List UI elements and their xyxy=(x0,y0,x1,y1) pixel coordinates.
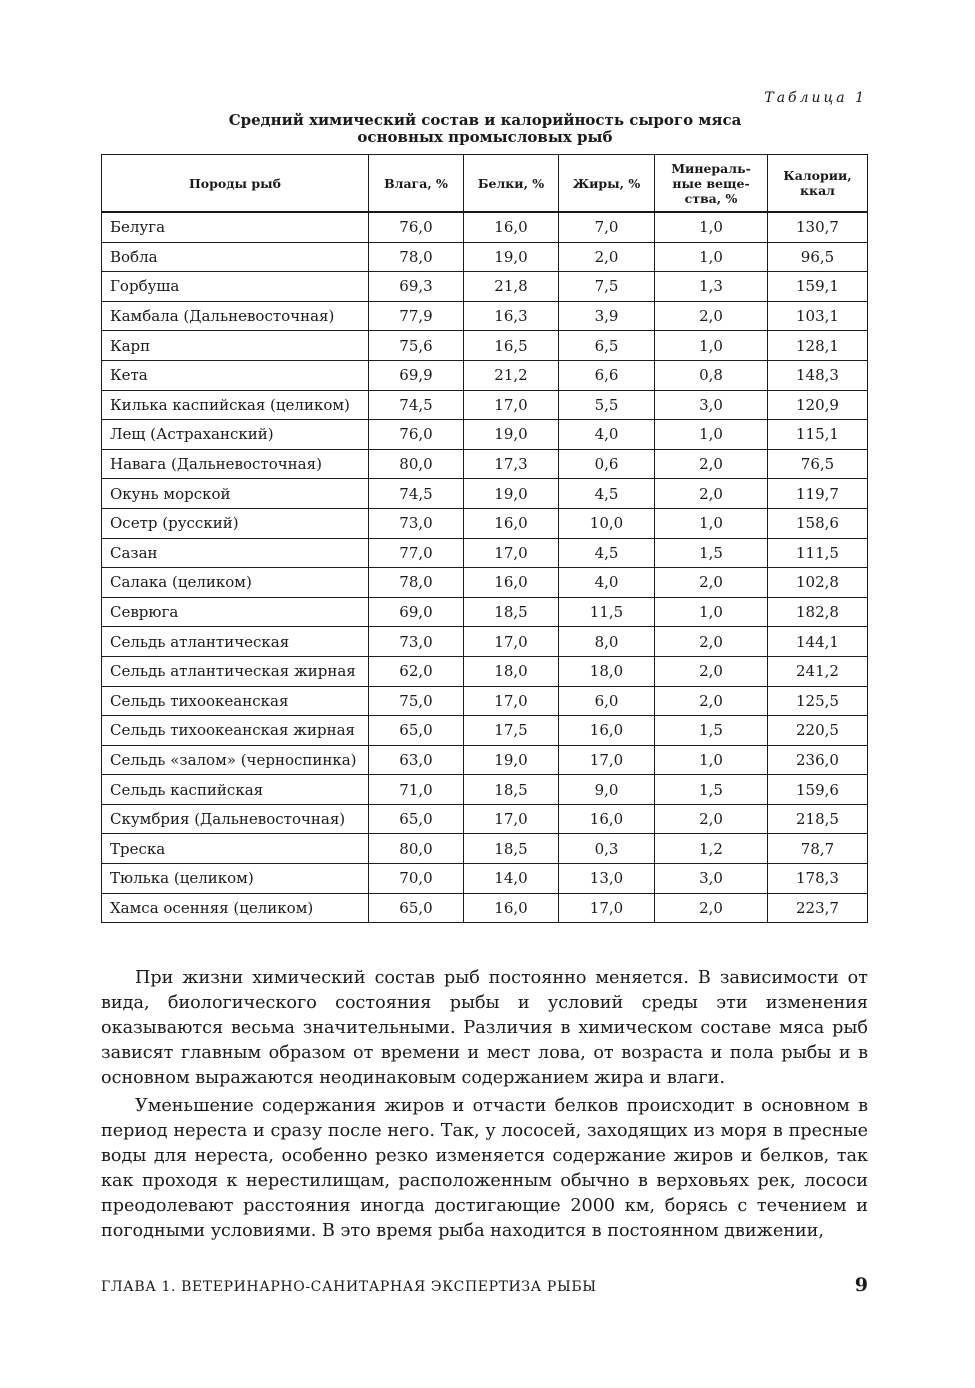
table-row xyxy=(102,568,868,598)
cell-fat: 7,0 xyxy=(559,212,655,242)
cell-fat: 6,5 xyxy=(559,331,655,361)
cell-moisture: 71,0 xyxy=(369,775,464,805)
cell-protein: 14,0 xyxy=(464,864,559,894)
cell-fish-name: Треска xyxy=(102,834,369,864)
cell-protein: 19,0 xyxy=(464,479,559,509)
cell-fat: 4,5 xyxy=(559,479,655,509)
cell-moisture: 74,5 xyxy=(369,479,464,509)
cell-fish-name: Карп xyxy=(102,331,369,361)
cell-fat: 7,5 xyxy=(559,272,655,302)
table-row xyxy=(102,301,868,331)
cell-minerals: 1,0 xyxy=(655,212,768,242)
cell-moisture: 75,0 xyxy=(369,686,464,716)
cell-fish-name: Навага (Дальневосточная) xyxy=(102,449,369,479)
cell-fish-name: Скумбрия (Дальневосточная) xyxy=(102,804,369,834)
cell-calories: 120,9 xyxy=(768,390,868,420)
cell-minerals: 1,3 xyxy=(655,272,768,302)
table-row xyxy=(102,893,868,923)
cell-moisture: 78,0 xyxy=(369,568,464,598)
cell-moisture: 69,0 xyxy=(369,597,464,627)
cell-minerals: 2,0 xyxy=(655,301,768,331)
cell-moisture: 73,0 xyxy=(369,508,464,538)
cell-moisture: 65,0 xyxy=(369,893,464,923)
cell-moisture: 76,0 xyxy=(369,420,464,450)
cell-calories: 178,3 xyxy=(768,864,868,894)
cell-minerals: 1,0 xyxy=(655,745,768,775)
table-row xyxy=(102,331,868,361)
cell-minerals: 3,0 xyxy=(655,390,768,420)
cell-calories: 158,6 xyxy=(768,508,868,538)
cell-protein: 19,0 xyxy=(464,745,559,775)
table-row xyxy=(102,775,868,805)
table-row xyxy=(102,834,868,864)
table-row xyxy=(102,272,868,302)
cell-protein: 16,0 xyxy=(464,568,559,598)
cell-protein: 16,0 xyxy=(464,893,559,923)
running-footer-chapter: ГЛАВА 1. ВЕТЕРИНАРНО-САНИТАРНАЯ ЭКСПЕРТИЗА РЫБЫ xyxy=(101,1279,597,1295)
cell-fat: 8,0 xyxy=(559,627,655,657)
page-number: 9 xyxy=(854,1274,868,1296)
cell-fat: 13,0 xyxy=(559,864,655,894)
cell-calories: 78,7 xyxy=(768,834,868,864)
cell-fat: 5,5 xyxy=(559,390,655,420)
cell-protein: 19,0 xyxy=(464,420,559,450)
cell-calories: 148,3 xyxy=(768,360,868,390)
cell-protein: 17,0 xyxy=(464,627,559,657)
cell-calories: 159,6 xyxy=(768,775,868,805)
cell-calories: 220,5 xyxy=(768,716,868,746)
cell-protein: 17,0 xyxy=(464,538,559,568)
cell-calories: 111,5 xyxy=(768,538,868,568)
cell-minerals: 1,0 xyxy=(655,508,768,538)
cell-fat: 17,0 xyxy=(559,893,655,923)
cell-moisture: 78,0 xyxy=(369,242,464,272)
fish-composition-table xyxy=(101,154,868,923)
cell-fish-name: Кета xyxy=(102,360,369,390)
cell-calories: 223,7 xyxy=(768,893,868,923)
header-fish-species: Породы рыб xyxy=(102,155,369,213)
body-text xyxy=(101,966,868,1247)
cell-moisture: 75,6 xyxy=(369,331,464,361)
header-line: ные веще- xyxy=(672,175,750,191)
cell-calories: 119,7 xyxy=(768,479,868,509)
cell-fish-name: Белуга xyxy=(102,212,369,242)
cell-protein: 18,5 xyxy=(464,775,559,805)
cell-fish-name: Сельдь тихоокеанская xyxy=(102,686,369,716)
cell-protein: 17,0 xyxy=(464,804,559,834)
cell-protein: 21,8 xyxy=(464,272,559,302)
cell-calories: 159,1 xyxy=(768,272,868,302)
cell-moisture: 80,0 xyxy=(369,834,464,864)
header-calories xyxy=(768,155,868,213)
table-row xyxy=(102,686,868,716)
cell-calories: 128,1 xyxy=(768,331,868,361)
cell-fat: 2,0 xyxy=(559,242,655,272)
header-protein: Белки, % xyxy=(464,155,559,213)
table-row xyxy=(102,627,868,657)
cell-moisture: 80,0 xyxy=(369,449,464,479)
cell-fat: 4,0 xyxy=(559,420,655,450)
cell-fish-name: Сельдь атлантическая xyxy=(102,627,369,657)
paragraph: Уменьшение содержания жиров и отчасти белков происходит в основном в период нереста и сразу после него. Так, у лососей, заходящих из моря в пресные воды для нереста, особенно резко изменяется содержание жиров и белков, так как проходя к нерестилищам, расположенным обычно в верховьях рек, лососи преодолевают расстояния иногда достигающие 2000 км, борясь с течением и погодными условиями. В это время рыба находится в постоянном движении, xyxy=(101,1096,868,1241)
cell-minerals: 2,0 xyxy=(655,686,768,716)
cell-protein: 17,5 xyxy=(464,716,559,746)
cell-calories: 125,5 xyxy=(768,686,868,716)
cell-minerals: 2,0 xyxy=(655,656,768,686)
cell-fish-name: Сельдь каспийская xyxy=(102,775,369,805)
cell-fat: 16,0 xyxy=(559,716,655,746)
caption-line: основных промысловых рыб xyxy=(357,128,613,146)
cell-moisture: 70,0 xyxy=(369,864,464,894)
table-row xyxy=(102,864,868,894)
table-row xyxy=(102,745,868,775)
cell-calories: 103,1 xyxy=(768,301,868,331)
table-row xyxy=(102,597,868,627)
cell-calories: 144,1 xyxy=(768,627,868,657)
cell-minerals: 3,0 xyxy=(655,864,768,894)
cell-fat: 9,0 xyxy=(559,775,655,805)
cell-calories: 102,8 xyxy=(768,568,868,598)
table-row xyxy=(102,479,868,509)
cell-calories: 96,5 xyxy=(768,242,868,272)
cell-calories: 130,7 xyxy=(768,212,868,242)
cell-minerals: 1,5 xyxy=(655,775,768,805)
cell-moisture: 65,0 xyxy=(369,804,464,834)
table-row xyxy=(102,212,868,242)
header-moisture: Влага, % xyxy=(369,155,464,213)
table-row xyxy=(102,508,868,538)
cell-minerals: 2,0 xyxy=(655,804,768,834)
table-header-row xyxy=(102,155,868,213)
cell-moisture: 62,0 xyxy=(369,656,464,686)
cell-fat: 4,5 xyxy=(559,538,655,568)
cell-fish-name: Горбуша xyxy=(102,272,369,302)
cell-minerals: 1,5 xyxy=(655,716,768,746)
cell-minerals: 0,8 xyxy=(655,360,768,390)
table-row xyxy=(102,390,868,420)
cell-minerals: 2,0 xyxy=(655,627,768,657)
header-line: Калории, xyxy=(783,168,852,183)
cell-protein: 17,0 xyxy=(464,686,559,716)
cell-fish-name: Салака (целиком) xyxy=(102,568,369,598)
cell-minerals: 1,2 xyxy=(655,834,768,864)
cell-moisture: 77,9 xyxy=(369,301,464,331)
table-row xyxy=(102,716,868,746)
cell-fat: 18,0 xyxy=(559,656,655,686)
cell-fat: 3,9 xyxy=(559,301,655,331)
cell-protein: 18,0 xyxy=(464,656,559,686)
table-body xyxy=(102,212,868,923)
cell-fish-name: Сельдь тихоокеанская жирная xyxy=(102,716,369,746)
cell-fat: 4,0 xyxy=(559,568,655,598)
cell-minerals: 1,0 xyxy=(655,331,768,361)
cell-fat: 0,6 xyxy=(559,449,655,479)
cell-calories: 218,5 xyxy=(768,804,868,834)
cell-fish-name: Сельдь «залом» (черноспинка) xyxy=(102,745,369,775)
header-line: ства, % xyxy=(684,190,738,206)
cell-fish-name: Осетр (русский) xyxy=(102,508,369,538)
cell-fish-name: Сазан xyxy=(102,538,369,568)
cell-protein: 16,5 xyxy=(464,331,559,361)
cell-fat: 6,0 xyxy=(559,686,655,716)
cell-fat: 6,6 xyxy=(559,360,655,390)
cell-fat: 0,3 xyxy=(559,834,655,864)
cell-protein: 18,5 xyxy=(464,597,559,627)
header-line: Минераль- xyxy=(671,160,751,176)
cell-moisture: 69,9 xyxy=(369,360,464,390)
cell-protein: 21,2 xyxy=(464,360,559,390)
header-fat: Жиры, % xyxy=(559,155,655,213)
cell-moisture: 77,0 xyxy=(369,538,464,568)
cell-minerals: 1,0 xyxy=(655,597,768,627)
cell-calories: 241,2 xyxy=(768,656,868,686)
cell-fish-name: Хамса осенняя (целиком) xyxy=(102,893,369,923)
cell-protein: 16,3 xyxy=(464,301,559,331)
cell-calories: 236,0 xyxy=(768,745,868,775)
cell-moisture: 76,0 xyxy=(369,212,464,242)
cell-moisture: 69,3 xyxy=(369,272,464,302)
cell-minerals: 2,0 xyxy=(655,449,768,479)
table-number-label: Таблица 1 xyxy=(764,90,867,106)
cell-calories: 182,8 xyxy=(768,597,868,627)
cell-protein: 16,0 xyxy=(464,212,559,242)
cell-fish-name: Лещ (Астраханский) xyxy=(102,420,369,450)
cell-calories: 115,1 xyxy=(768,420,868,450)
cell-moisture: 74,5 xyxy=(369,390,464,420)
cell-moisture: 63,0 xyxy=(369,745,464,775)
table-row xyxy=(102,242,868,272)
cell-fat: 10,0 xyxy=(559,508,655,538)
header-minerals xyxy=(655,155,768,213)
cell-protein: 18,5 xyxy=(464,834,559,864)
table-row xyxy=(102,420,868,450)
cell-fish-name: Килька каспийская (целиком) xyxy=(102,390,369,420)
cell-fat: 11,5 xyxy=(559,597,655,627)
cell-fat: 16,0 xyxy=(559,804,655,834)
cell-fish-name: Окунь морской xyxy=(102,479,369,509)
table-row xyxy=(102,656,868,686)
paragraph: При жизни химический состав рыб постоянно меняется. В зависимости от вида, биологического состояния рыбы и условий среды эти изменения оказываются весьма значительными. Различия в химическом составе мяса рыб зависят главным образом от времени и мест лова, от возраста и пола рыбы и в основном выражаются неодинаковым содержанием жира и влаги. xyxy=(101,968,868,1088)
caption-line: Средний химический состав и калорийность сырого мяса xyxy=(228,111,742,129)
cell-fat: 17,0 xyxy=(559,745,655,775)
cell-protein: 16,0 xyxy=(464,508,559,538)
cell-minerals: 2,0 xyxy=(655,893,768,923)
cell-fish-name: Сельдь атлантическая жирная xyxy=(102,656,369,686)
table-row xyxy=(102,804,868,834)
cell-fish-name: Севрюга xyxy=(102,597,369,627)
table-row xyxy=(102,538,868,568)
cell-moisture: 65,0 xyxy=(369,716,464,746)
table-row xyxy=(102,360,868,390)
cell-protein: 17,3 xyxy=(464,449,559,479)
cell-minerals: 1,5 xyxy=(655,538,768,568)
cell-protein: 19,0 xyxy=(464,242,559,272)
cell-moisture: 73,0 xyxy=(369,627,464,657)
cell-minerals: 2,0 xyxy=(655,479,768,509)
table-row xyxy=(102,449,868,479)
header-line: ккал xyxy=(800,183,835,198)
cell-calories: 76,5 xyxy=(768,449,868,479)
table-caption xyxy=(102,112,868,146)
cell-minerals: 2,0 xyxy=(655,568,768,598)
cell-protein: 17,0 xyxy=(464,390,559,420)
cell-minerals: 1,0 xyxy=(655,242,768,272)
cell-fish-name: Камбала (Дальневосточная) xyxy=(102,301,369,331)
cell-minerals: 1,0 xyxy=(655,420,768,450)
cell-fish-name: Тюлька (целиком) xyxy=(102,864,369,894)
cell-fish-name: Вобла xyxy=(102,242,369,272)
